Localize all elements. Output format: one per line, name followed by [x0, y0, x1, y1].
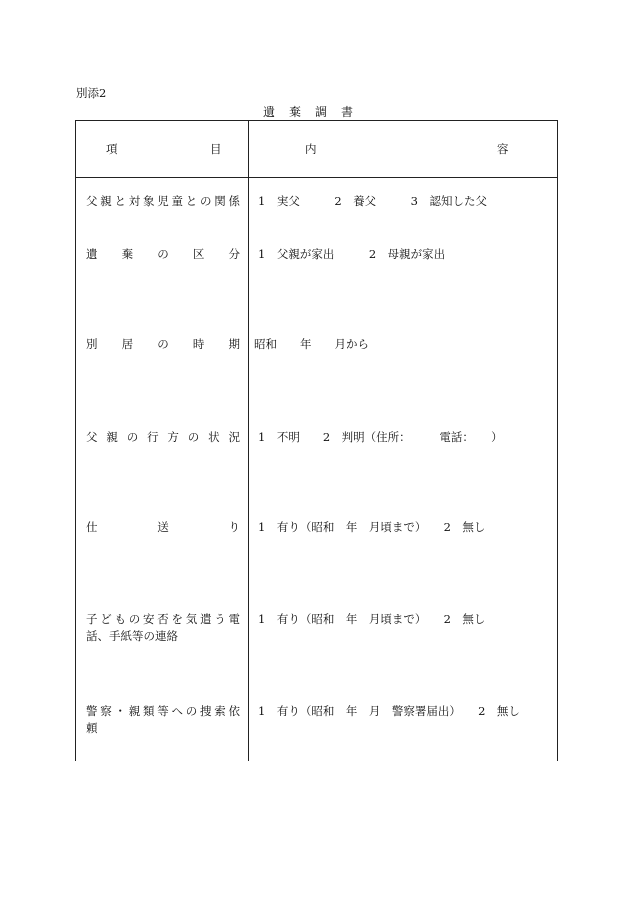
- row-label-search-request: [86, 703, 240, 737]
- header-item-b: 目: [210, 142, 222, 156]
- row-label-remittance: 仕送り: [86, 520, 240, 534]
- row-label-abandonment-type: 遺棄の区分: [86, 247, 240, 261]
- row-value-relationship: 1 実父 2 養父 3 認知した父: [258, 194, 487, 208]
- header-item-a: 項: [106, 142, 118, 156]
- header-divider: [76, 177, 557, 178]
- document-title: 遺棄調書: [262, 105, 367, 119]
- header-content-a: 内: [305, 142, 317, 156]
- row-label-search-request-line1: 警察・親類等への捜索依: [86, 704, 240, 718]
- row-value-abandonment-type: 1 父親が家出 2 母親が家出: [258, 247, 446, 261]
- survey-table: [75, 120, 558, 761]
- row-value-contact: 1 有り（昭和 年 月頃まで） 2 無し: [258, 612, 486, 626]
- row-label-relationship: 父親と対象児童との関係: [86, 194, 240, 208]
- header-content-b: 容: [497, 142, 509, 156]
- column-divider: [248, 121, 249, 761]
- row-value-remittance: 1 有り（昭和 年 月頃まで） 2 無し: [258, 520, 486, 534]
- row-label-contact-line1: 子どもの安否を気遣う電: [86, 612, 240, 626]
- row-value-separation-date: 昭和 年 月から: [254, 337, 369, 351]
- row-label-father-whereabouts: 父親の行方の状況: [86, 430, 240, 444]
- row-value-father-whereabouts: 1 不明 2 判明（住所： 電話： ）: [258, 430, 503, 444]
- row-label-contact: [86, 611, 240, 645]
- row-label-contact-line2: 話、手紙等の連絡: [86, 629, 178, 643]
- row-label-search-request-line2: 頼: [86, 721, 98, 735]
- row-label-separation-date: 別居の時期: [86, 337, 240, 351]
- row-value-search-request: 1 有り（昭和 年 月 警察署届出） 2 無し: [258, 704, 520, 718]
- attachment-label: 別添2: [76, 86, 107, 100]
